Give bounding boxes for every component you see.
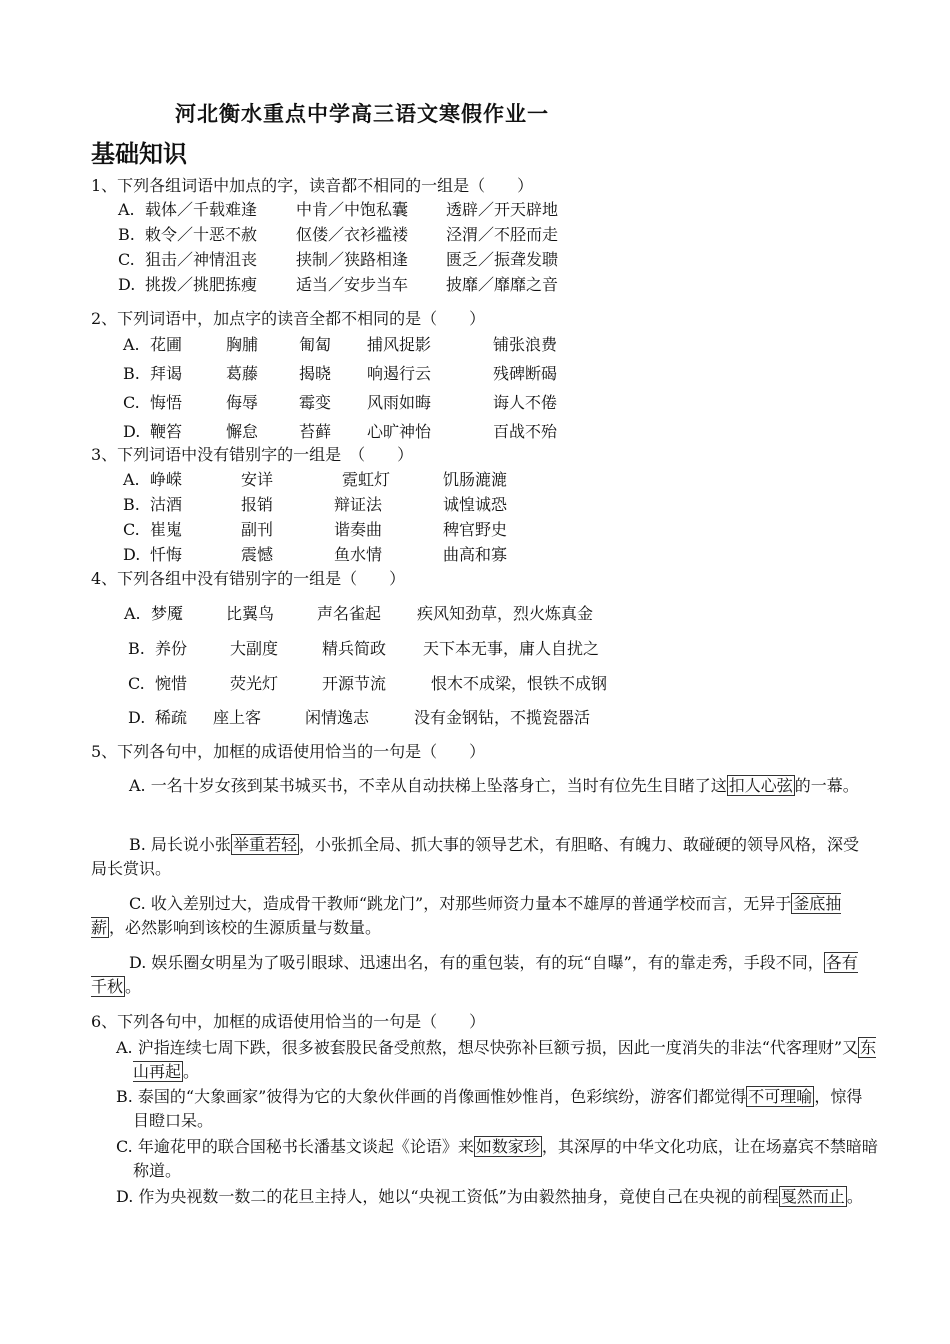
q4-option-c-label: C. [128, 674, 145, 693]
q6-option-a-text: A. 沪指连续七周下跌，很多被套股民备受煎熬，想尽快弥补巨额亏损，因此一度消失的非法“代客理财”又 [116, 1038, 859, 1057]
q3-option-a-item: 饥肠漉漉 [443, 470, 508, 489]
question-6-stem: 6、下列各句中，加框的成语使用恰当的一句是（ ） [91, 1012, 486, 1031]
q3-option-d-label: D. [123, 545, 141, 564]
q2-option-a-item: 匍匐 [299, 335, 332, 354]
q1-option-b-label: B. [118, 225, 135, 244]
document-title: 河北衡水重点中学高三语文寒假作业一 [175, 102, 549, 126]
q6-option-c-idiom: 如数家珍 [475, 1137, 540, 1156]
q1-option-b-word2: 伛偻／衣衫褴褛 [296, 225, 409, 244]
question-1-stem: 1、下列各组词语中加点的字，读音都不相同的一组是（ ） [91, 176, 534, 195]
q6-option-b [116, 1085, 878, 1133]
q2-option-d-item: 百战不殆 [493, 422, 558, 441]
q3-option-d-item: 鱼水情 [334, 545, 383, 564]
q1-option-a-word1: 载体／千载难逢 [145, 200, 258, 219]
q3-option-c-item: 副刊 [241, 520, 274, 539]
q5-option-b-idiom: 举重若轻 [232, 835, 297, 854]
q1-option-a-word2: 中肯／中饱私囊 [296, 200, 409, 219]
q2-option-b-item: 葛藤 [226, 364, 259, 383]
q4-option-a-item: 声名雀起 [317, 604, 382, 623]
q5-option-c-idiom: 釜底抽薪 [91, 894, 842, 937]
q3-option-b-item: 辩证法 [334, 495, 383, 514]
q6-option-d-text: D. 作为央视数一数二的花旦主持人，她以“央视工资低”为由毅然抽身，竟使自己在央视的前程 [116, 1187, 779, 1206]
q5-option-a-idiom: 扣人心弦 [728, 776, 793, 795]
question-5-stem: 5、下列各句中，加框的成语使用恰当的一句是（ ） [91, 742, 486, 761]
q4-option-c-item: 恨木不成梁，恨铁不成钢 [431, 674, 608, 693]
question-3-stem: 3、下列词语中没有错别字的一组是 （ ） [91, 445, 414, 464]
q3-option-d-item: 忏悔 [150, 545, 183, 564]
q1-option-c-word2: 挟制／狭路相逢 [296, 250, 409, 269]
q3-option-b-label: B. [123, 495, 140, 514]
q5-option-c [91, 892, 861, 940]
q5-option-d-idiom: 各有千秋 [91, 953, 858, 996]
q2-option-a-item: 花圃 [150, 335, 183, 354]
q2-option-a-item: 捕风捉影 [367, 335, 432, 354]
q2-option-c-item: 诲人不倦 [493, 393, 558, 412]
q6-option-b-text: B. 泰国的“大象画家”彼得为它的大象伙伴画的肖像画惟妙惟肖，色彩缤纷，游客们都觉得 [116, 1087, 747, 1106]
q2-option-c-label: C. [123, 393, 140, 412]
q1-option-b-word3: 泾渭／不胫而走 [446, 225, 559, 244]
q4-option-b-label: B. [128, 639, 145, 658]
q4-option-b-item: 天下本无事，庸人自扰之 [423, 639, 600, 658]
q6-option-a [116, 1036, 878, 1084]
q2-option-a-item: 铺张浪费 [493, 335, 558, 354]
q2-option-c-item: 侮辱 [226, 393, 259, 412]
q3-option-d-item: 震憾 [241, 545, 274, 564]
q5-option-b-text: B. 局长说小张 [129, 835, 231, 854]
q3-option-a-item: 峥嵘 [150, 470, 183, 489]
q3-option-b-item: 报销 [241, 495, 274, 514]
q6-option-a-idiom: 东山再起 [133, 1038, 877, 1081]
question-4-stem: 4、下列各组中没有错别字的一组是（ ） [91, 569, 406, 588]
q6-option-d-idiom: 戛然而止 [780, 1187, 845, 1206]
q2-option-d-label: D. [123, 422, 141, 441]
q1-option-c-word3: 匮乏／振聋发聩 [446, 250, 559, 269]
q1-option-d-word1: 挑拨／挑肥拣瘦 [145, 275, 258, 294]
q6-option-c-tail: ，其深厚的中华文化功底，让在场嘉宾不禁暗暗称道。 [133, 1137, 878, 1180]
q2-option-d-item: 懈怠 [226, 422, 259, 441]
q2-option-c-item: 风雨如晦 [367, 393, 432, 412]
q6-option-d [116, 1185, 878, 1209]
q4-option-a-label: A. [124, 604, 141, 623]
q2-option-b-item: 响遏行云 [367, 364, 432, 383]
q4-option-b-item: 大副度 [230, 639, 279, 658]
q5-option-d [91, 951, 861, 999]
q1-option-a-label: A. [118, 200, 135, 219]
q4-option-b-item: 精兵简政 [322, 639, 387, 658]
question-2-stem: 2、下列词语中，加点字的读音全都不相同的是（ ） [91, 309, 486, 328]
q2-option-b-item: 残碑断碣 [493, 364, 558, 383]
q6-option-b-tail: ，惊得目瞪口呆。 [133, 1087, 863, 1130]
q2-option-b-item: 揭晓 [299, 364, 332, 383]
q3-option-a-item: 霓虹灯 [342, 470, 391, 489]
q5-option-b-tail: ，小张抓全局、抓大事的领导艺术，有胆略、有魄力、敢碰硬的领导风格，深受局长赏识。 [91, 835, 859, 878]
q4-option-d-item: 座上客 [213, 708, 262, 727]
q6-option-b-idiom: 不可理喻 [748, 1087, 813, 1106]
q2-option-a-label: A. [123, 335, 140, 354]
q2-option-b-label: B. [123, 364, 140, 383]
q5-option-d-text: D. 娱乐圈女明星为了吸引眼球、迅速出名，有的重包装，有的玩“自曝”，有的靠走秀，手段不同， [129, 953, 824, 972]
q2-option-c-item: 霉变 [299, 393, 332, 412]
q1-option-c-label: C. [118, 250, 135, 269]
q5-option-c-tail: ，必然影响到该校的生源质量与数量。 [109, 918, 382, 937]
q1-option-d-label: D. [118, 275, 136, 294]
q4-option-d-item: 稀疏 [155, 708, 188, 727]
q5-option-b [91, 833, 861, 881]
q4-option-c-item: 荧光灯 [230, 674, 279, 693]
q4-option-a-item: 疾风知劲草，烈火炼真金 [417, 604, 594, 623]
q2-option-d-item: 心旷神怡 [367, 422, 432, 441]
q2-option-d-item: 鞭笞 [150, 422, 183, 441]
q4-option-d-item: 闲情逸志 [305, 708, 370, 727]
q5-option-a-text: A. 一名十岁女孩到某书城买书，不幸从自动扶梯上坠落身亡，当时有位先生目睹了这 [129, 776, 727, 795]
q6-option-c [116, 1135, 878, 1183]
q3-option-c-item: 谐奏曲 [334, 520, 383, 539]
q4-option-d-label: D. [128, 708, 146, 727]
q4-option-d-item: 没有金钢钻，不揽瓷器活 [414, 708, 591, 727]
q5-option-d-tail: 。 [125, 977, 142, 996]
q4-option-c-item: 惋惜 [155, 674, 188, 693]
q5-option-a [91, 774, 861, 798]
q3-option-a-label: A. [123, 470, 140, 489]
section-heading: 基础知识 [91, 140, 187, 168]
q5-option-c-text: C. 收入差别过大，造成骨干教师“跳龙门”，对那些师资力量本不雄厚的普通学校而言，无异于 [129, 894, 792, 913]
q1-option-b-word1: 敕令／十恶不赦 [145, 225, 258, 244]
q1-option-c-word1: 狙击／神情沮丧 [145, 250, 258, 269]
q4-option-c-item: 开源节流 [322, 674, 387, 693]
q4-option-a-item: 比翼鸟 [226, 604, 275, 623]
q4-option-a-item: 梦魇 [151, 604, 184, 623]
q2-option-a-item: 胸脯 [226, 335, 259, 354]
q3-option-d-item: 曲高和寡 [443, 545, 508, 564]
q3-option-b-item: 沽酒 [150, 495, 183, 514]
q2-option-c-item: 悔悟 [150, 393, 183, 412]
q2-option-b-item: 拜谒 [150, 364, 183, 383]
q6-option-d-tail: 。 [846, 1187, 863, 1206]
q6-option-c-text: C. 年逾花甲的联合国秘书长潘基文谈起《论语》来 [116, 1137, 474, 1156]
q1-option-d-word2: 适当／安步当车 [296, 275, 409, 294]
q1-option-d-word3: 披靡／靡靡之音 [446, 275, 559, 294]
q4-option-b-item: 养份 [155, 639, 188, 658]
q3-option-c-item: 崔嵬 [150, 520, 183, 539]
q3-option-c-item: 稗官野史 [443, 520, 508, 539]
q3-option-b-item: 诚惶诚恐 [443, 495, 508, 514]
q3-option-c-label: C. [123, 520, 140, 539]
q5-option-a-tail: 的一幕。 [794, 776, 859, 795]
q6-option-a-tail: 。 [183, 1062, 200, 1081]
q2-option-d-item: 苔藓 [299, 422, 332, 441]
q1-option-a-word3: 透辟／开天辟地 [446, 200, 559, 219]
q3-option-a-item: 安详 [241, 470, 274, 489]
